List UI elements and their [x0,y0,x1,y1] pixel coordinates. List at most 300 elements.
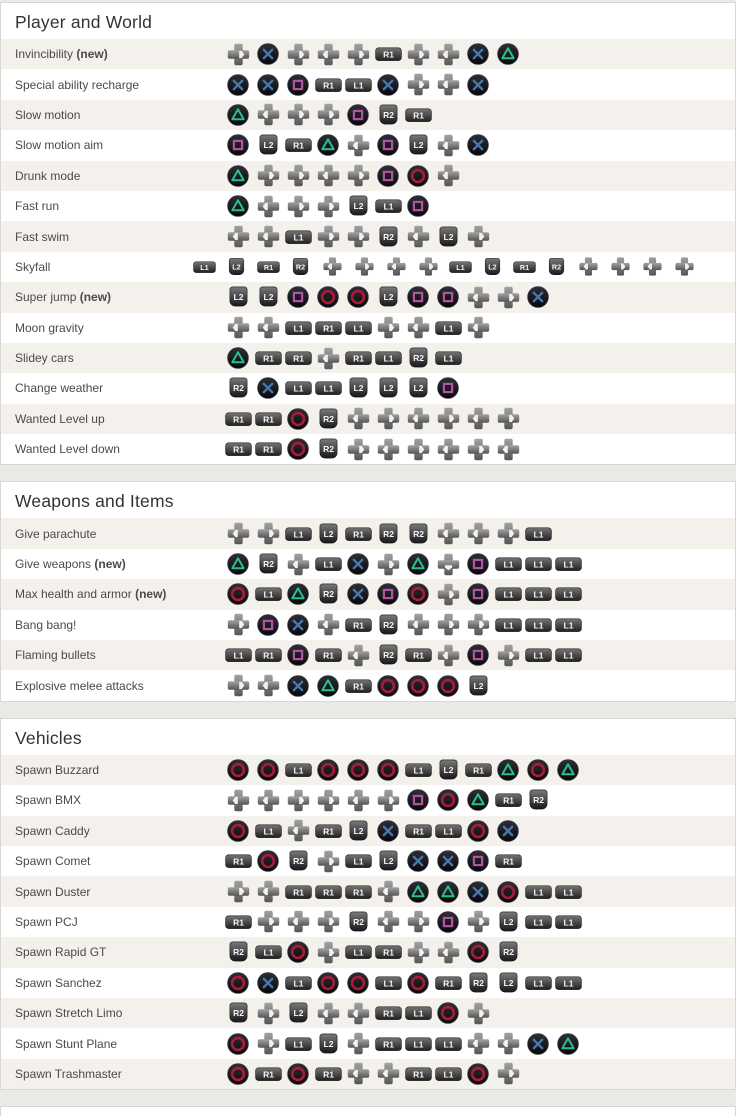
triangle-button-icon [223,191,253,221]
svg-text:L1: L1 [383,353,393,364]
circle-button-icon [493,877,523,907]
svg-text:L1: L1 [293,978,303,989]
r2-button-icon [223,937,253,967]
cheat-row [1,313,735,343]
cheat-label [1,321,223,335]
cheat-rows [1,39,735,464]
dpad-right-icon [343,222,373,252]
dpad-left-icon [373,877,403,907]
dpad-right-icon [223,39,253,69]
svg-text:L1: L1 [383,978,393,989]
sections-container [0,2,736,1090]
triangle-button-icon [223,549,253,579]
section-card [0,2,736,465]
triangle-button-icon [493,755,523,785]
l1-button-icon [403,1029,433,1059]
dpad-right-icon [433,404,463,434]
cheat-row [1,518,735,548]
cheat-row [1,755,735,785]
dpad-right-icon [463,222,493,252]
button-sequence [223,519,553,549]
cheat-row [1,343,735,373]
dpad-left-icon [636,252,668,282]
svg-text:R1: R1 [232,856,244,867]
svg-text:R1: R1 [322,650,334,661]
cheat-label [1,47,223,61]
l1-button-icon [493,549,523,579]
square-button-icon [283,70,313,100]
svg-text:L1: L1 [533,589,543,600]
svg-text:R1: R1 [262,1069,274,1080]
l1-button-icon [253,579,283,609]
svg-text:R1: R1 [322,1069,334,1080]
r1-button-icon [223,907,253,937]
cheat-row [1,373,735,403]
cheat-label [1,885,223,899]
button-sequence [188,252,700,282]
svg-text:L1: L1 [563,559,573,570]
button-sequence [223,968,583,998]
dpad-right-icon [463,434,493,464]
button-sequence [223,222,493,252]
l1-button-icon [343,937,373,967]
svg-text:L1: L1 [263,947,273,958]
cheat-label [1,618,223,632]
square-button-icon [343,100,373,130]
r2-button-icon [284,252,316,282]
r2-button-icon [313,404,343,434]
button-sequence [223,610,583,640]
l1-button-icon [433,1059,463,1089]
dpad-right-icon [343,39,373,69]
dpad-left-icon [283,549,313,579]
svg-text:R2: R2 [352,916,364,927]
dpad-left-icon [223,313,253,343]
dpad-right-icon [313,100,343,130]
cheat-rows [1,518,735,700]
square-button-icon [403,191,433,221]
svg-text:L1: L1 [353,947,363,958]
r1-button-icon [493,785,523,815]
cheat-label-text: Wanted Level up [15,411,105,426]
section-card [0,481,736,701]
cheat-row [1,876,735,906]
circle-button-icon [463,816,493,846]
r2-button-icon [373,610,403,640]
cheat-label-text: Wanted Level down [15,442,120,457]
square-button-icon [433,907,463,937]
svg-text:R1: R1 [412,110,424,121]
circle-button-icon [343,282,373,312]
cheat-row [1,998,735,1028]
r1-button-icon [403,1059,433,1089]
cheat-row [1,816,735,846]
r1-button-icon [223,404,253,434]
square-button-icon [403,785,433,815]
r1-button-icon [493,846,523,876]
cheat-row [1,69,735,99]
r2-button-icon [283,846,313,876]
l2-button-icon [433,755,463,785]
dpad-left-icon [343,785,373,815]
dpad-left-icon [433,640,463,670]
dpad-left-icon [223,519,253,549]
square-button-icon [463,846,493,876]
svg-text:L1: L1 [293,323,303,334]
cheat-label [1,290,223,304]
dpad-left-icon [253,313,283,343]
cheat-row [1,1028,735,1058]
dpad-right-icon [343,161,373,191]
dpad-left-icon [343,1029,373,1059]
svg-text:R1: R1 [472,765,484,776]
r1-button-icon [403,100,433,130]
l1-button-icon [553,640,583,670]
r1-button-icon [253,343,283,373]
button-sequence [223,907,583,937]
dpad-right-icon [403,39,433,69]
section-title: Vehicles [15,727,82,748]
triangle-button-icon [313,130,343,160]
cheat-row [1,191,735,221]
l2-button-icon [220,252,252,282]
svg-text:L1: L1 [563,978,573,989]
cheat-row [1,549,735,579]
svg-text:R1: R1 [322,886,334,897]
cheat-label [1,824,223,838]
circle-button-icon [373,755,403,785]
button-sequence [223,1059,523,1089]
cross-button-icon [223,70,253,100]
cheat-label [1,199,223,213]
cross-button-icon [373,816,403,846]
svg-text:R1: R1 [382,1038,394,1049]
svg-text:L1: L1 [263,589,273,600]
triangle-button-icon [553,1029,583,1059]
r2-button-icon [493,937,523,967]
dpad-left-icon [283,816,313,846]
l1-button-icon [283,755,313,785]
cheat-label [1,1037,223,1051]
l1-button-icon [553,968,583,998]
dpad-left-icon [253,222,283,252]
l1-button-icon [523,877,553,907]
svg-text:L1: L1 [533,978,543,989]
svg-text:L1: L1 [293,231,303,242]
r1-button-icon [252,252,284,282]
dpad-right-icon [403,937,433,967]
svg-text:L1: L1 [353,856,363,867]
cheat-label [1,108,223,122]
section-title: Player and World [15,12,153,32]
l1-button-icon [553,579,583,609]
new-badge: (new) [76,47,108,62]
square-button-icon [223,130,253,160]
l2-button-icon [403,373,433,403]
dpad-left-icon [403,222,433,252]
svg-text:R1: R1 [322,826,334,837]
r1-button-icon [463,755,493,785]
l1-button-icon [493,579,523,609]
cheat-label-text: Give parachute [15,526,97,541]
svg-text:L2: L2 [231,262,241,272]
svg-text:R1: R1 [412,650,424,661]
svg-text:L1: L1 [563,886,573,897]
button-sequence [223,313,493,343]
svg-text:R1: R1 [352,681,364,692]
l2-button-icon [493,968,523,998]
l1-button-icon [373,968,403,998]
circle-button-icon [403,671,433,701]
dpad-right-icon [283,191,313,221]
triangle-button-icon [313,671,343,701]
cross-button-icon [343,549,373,579]
r1-button-icon [283,343,313,373]
cheat-label [1,915,223,929]
r1-button-icon [313,70,343,100]
cheat-label-text: Bang bang! [15,617,77,632]
l2-button-icon [313,1029,343,1059]
dpad-right-icon [313,937,343,967]
circle-button-icon [223,816,253,846]
dpad-left-icon [463,404,493,434]
l2-button-icon [253,130,283,160]
svg-text:L1: L1 [443,1069,453,1080]
cheat-row [1,968,735,998]
svg-text:R1: R1 [322,323,334,334]
svg-text:R1: R1 [262,444,274,455]
button-sequence [223,816,523,846]
button-sequence [223,937,523,967]
dpad-left-icon [463,1029,493,1059]
cheat-label-text: Super jump [15,290,77,305]
dpad-right-icon [668,252,700,282]
dpad-left-icon [403,404,433,434]
circle-button-icon [463,1059,493,1089]
cross-button-icon [463,130,493,160]
button-sequence [223,161,463,191]
svg-text:L1: L1 [413,1038,423,1049]
cheat-label-text: Invincibility [15,47,74,62]
r2-button-icon [223,373,253,403]
cross-button-icon [283,610,313,640]
circle-button-icon [253,846,283,876]
button-sequence [223,785,553,815]
l1-button-icon [433,343,463,373]
dpad-right-icon [343,434,373,464]
cross-button-icon [463,70,493,100]
cheat-row [1,100,735,130]
dpad-left-icon [433,161,463,191]
svg-text:R1: R1 [262,414,274,425]
dpad-right-icon [253,161,283,191]
l2-button-icon [373,282,403,312]
svg-text:R2: R2 [232,1008,244,1019]
svg-text:L1: L1 [533,917,543,928]
dpad-left-icon [343,998,373,1028]
r2-button-icon [373,519,403,549]
cheat-label [1,648,223,662]
dpad-right-icon [223,610,253,640]
r1-button-icon [373,1029,403,1059]
svg-text:R2: R2 [322,413,334,424]
cheat-label-text: Skyfall [15,259,51,274]
dpad-left-icon [433,39,463,69]
svg-text:R2: R2 [262,558,274,569]
triangle-button-icon [493,39,523,69]
r2-button-icon [373,640,403,670]
new-badge: (new) [135,587,167,602]
button-sequence [223,70,493,100]
circle-button-icon [253,755,283,785]
dpad-left-icon [223,222,253,252]
svg-text:L1: L1 [443,353,453,364]
svg-text:L2: L2 [383,856,393,867]
dpad-left-icon [313,39,343,69]
svg-text:L2: L2 [383,292,393,303]
r2-button-icon [523,785,553,815]
dpad-right-icon [403,434,433,464]
cheat-rows [1,755,735,1089]
button-sequence [223,671,493,701]
dpad-left-icon [463,282,493,312]
cheat-label-text: Spawn Caddy [15,823,90,838]
square-button-icon [433,282,463,312]
svg-text:R2: R2 [382,528,394,539]
cheat-row [1,434,735,464]
button-sequence [223,998,493,1028]
cheat-row [1,846,735,876]
svg-text:R1: R1 [322,79,334,90]
circle-button-icon [433,785,463,815]
dpad-left-icon [572,252,604,282]
button-sequence [223,549,583,579]
dpad-left-icon [463,313,493,343]
cheat-label [1,1006,223,1020]
l1-button-icon [283,968,313,998]
svg-text:L2: L2 [353,825,363,836]
r1-button-icon [373,998,403,1028]
svg-text:L1: L1 [353,79,363,90]
cheat-label [1,763,223,777]
square-button-icon [253,610,283,640]
l2-button-icon [476,252,508,282]
cheat-label [1,412,223,426]
cheat-label-text: Slow motion [15,107,81,122]
svg-text:L1: L1 [563,650,573,661]
svg-text:R1: R1 [292,140,304,151]
dpad-left-icon [433,937,463,967]
r2-button-icon [313,579,343,609]
circle-button-icon [343,968,373,998]
svg-text:R2: R2 [382,650,394,661]
l1-button-icon [283,519,313,549]
cheat-label-text: Spawn PCJ [15,914,78,929]
circle-button-icon [403,968,433,998]
triangle-button-icon [463,785,493,815]
dpad-left-icon [253,100,283,130]
r2-button-icon [373,100,403,130]
cheat-label [1,557,223,571]
svg-text:R1: R1 [352,886,364,897]
svg-text:R2: R2 [292,856,304,867]
l2-button-icon [463,671,493,701]
cheat-row [1,640,735,670]
svg-text:L1: L1 [413,1008,423,1019]
cheat-label [1,230,223,244]
cheat-label [1,587,223,601]
dpad-right-icon [463,907,493,937]
svg-text:L1: L1 [383,201,393,212]
r2-button-icon [373,222,403,252]
svg-text:L1: L1 [443,826,453,837]
triangle-button-icon [433,877,463,907]
svg-text:L1: L1 [533,620,543,631]
dpad-right-icon [433,579,463,609]
cheat-row [1,937,735,967]
dpad-right-icon [313,846,343,876]
svg-text:L1: L1 [533,650,543,661]
cheat-label-text: Spawn Trashmaster [15,1066,122,1081]
cheat-label-text: Slidey cars [15,351,74,366]
dpad-right-icon [412,252,444,282]
triangle-button-icon [403,549,433,579]
triangle-button-icon [223,161,253,191]
svg-text:L2: L2 [323,1038,333,1049]
dpad-right-icon [283,100,313,130]
circle-button-icon [403,161,433,191]
button-sequence [223,755,583,785]
dpad-left-icon [313,998,343,1028]
svg-text:L1: L1 [293,383,303,394]
svg-text:L1: L1 [443,1038,453,1049]
dpad-left-icon [433,130,463,160]
r2-button-icon [313,434,343,464]
svg-text:R1: R1 [412,1069,424,1080]
cheat-label [1,78,223,92]
square-button-icon [283,640,313,670]
svg-text:L2: L2 [233,292,243,303]
r1-button-icon [433,968,463,998]
cross-button-icon [253,39,283,69]
r2-button-icon [343,907,373,937]
dpad-right-icon [253,1029,283,1059]
cheat-label [1,260,188,274]
dpad-right-icon [373,313,403,343]
r2-button-icon [223,998,253,1028]
circle-button-icon [283,1059,313,1089]
cross-button-icon [523,282,553,312]
l2-button-icon [433,222,463,252]
dpad-right-icon [253,907,283,937]
l1-button-icon [433,1029,463,1059]
svg-text:L2: L2 [503,977,513,988]
dpad-right-icon [313,785,343,815]
circle-button-icon [433,998,463,1028]
dpad-right-icon [313,191,343,221]
dpad-left-icon [313,610,343,640]
dpad-right-icon [313,907,343,937]
dpad-left-icon [343,640,373,670]
dpad-right-icon [253,998,283,1028]
svg-text:L2: L2 [487,262,497,272]
cheat-label-text: Spawn Buzzard [15,763,100,777]
svg-text:L1: L1 [563,917,573,928]
svg-text:L1: L1 [503,559,513,570]
l2-button-icon [343,373,373,403]
dpad-left-icon [433,70,463,100]
cross-button-icon [253,373,283,403]
